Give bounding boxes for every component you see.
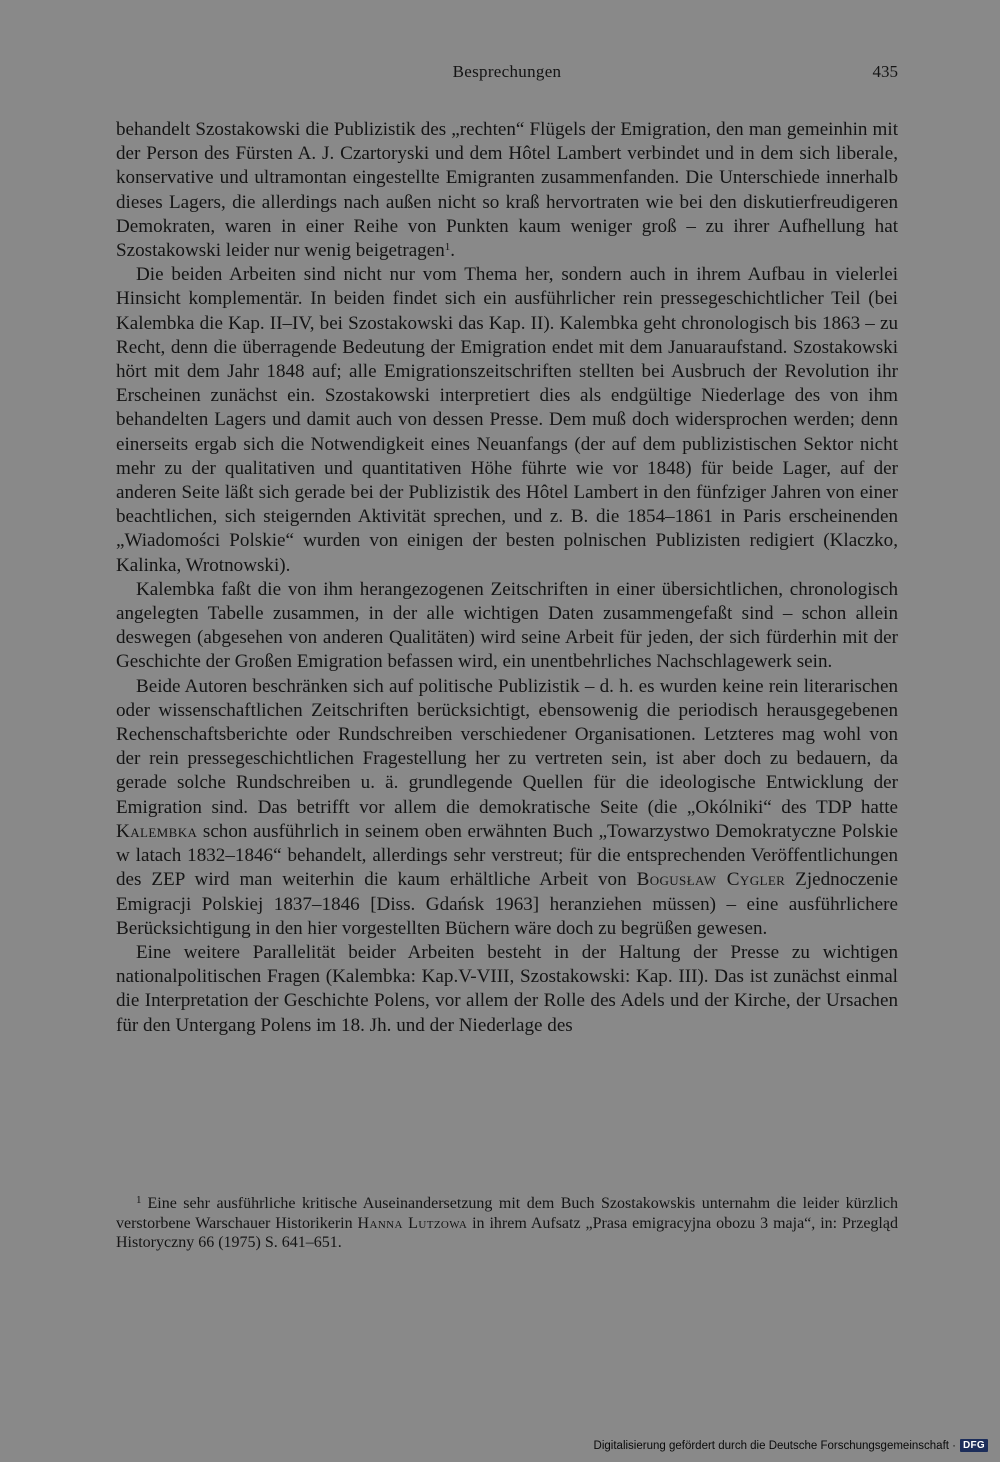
- paragraph-1-text: behandelt Szostakowski die Publizistik des „rechten“ Flügels der Emigration, den man gemeinhin mit der Person des Fürsten A. J. Czartoryski und dem Hôtel Lambert verbindet und in dem sich liberale, konservative und ultramontan eingestellte Emigranten zusammenfanden. Die Unterschiede innerhalb dieses Lagers, die allerdings nach außen nicht so kraß hervortraten wie bei den diskutierfreudigeren Demokraten, waren in einer Reihe von Punkten kaum weniger groß – zu ihrer Aufhellung hat Szostakowski leider nur wenig beigetragen: [116, 119, 898, 262]
- footnote-reference: 1: [444, 241, 451, 254]
- page-number: 435: [872, 62, 898, 81]
- author-name-lutzowa: Hanna Lutzowa: [357, 1214, 468, 1232]
- digitization-credit: [594, 1439, 988, 1452]
- footnote-1: [116, 1194, 898, 1253]
- running-title: Besprechungen: [452, 62, 562, 81]
- credit-text: Digitalisierung gefördert durch die Deutsche Forschungsgemeinschaft ·: [593, 1439, 956, 1452]
- footnote-number: 1: [136, 1194, 142, 1206]
- author-name-kalembka: Kalembka: [116, 820, 198, 842]
- paragraph-2: Die beiden Arbeiten sind nicht nur vom Thema her, sondern auch in ihrem Aufbau in vielerlei Hinsicht komplementär. In beiden findet sich ein ausführlicher rein pressegeschichtlicher Teil (bei Kalembka die Kap. II–IV, bei Szostakowski das Kap. II). Kalembka geht chronologisch bis 1863 – zu Recht, denn die überragende Bedeutung der Emigration endet mit dem Januaraufstand. Szostakowski hört mit dem Jahr 1848 auf; alle Emigrationszeitschriften stellten bei Ausbruch der Revolution ihr Erscheinen zunächst ein. Szostakowski interpretiert dies als endgültige Niederlage des von ihm behandelten Lagers und damit auch von dessen Presse. Dem muß doch widersprochen werden; denn einerseits ergab sich die Notwendigkeit eines Neuanfangs (der auf dem publizistischen Sektor nicht mehr zu der qualitativen und quantitativen Höhe führte wie vor 1848) für beide Lager, auf der anderen Seite läßt sich gerade bei der Publizistik des Hôtel Lambert in den fünfziger Jahren von einer beachtlichen, sich steigernden Aktivität sprechen, und z. B. die 1854–1861 in Paris erscheinenden „Wiadomości Polskie“ wurden von einigen der besten polnischen Publizisten redigiert (Klaczko, Kalinka, Wrotnowski).: [116, 264, 898, 576]
- author-name-cygler: Bogusław Cygler: [636, 869, 786, 891]
- paragraph-1-tail: .: [450, 240, 456, 262]
- footnote-text-a: Eine sehr ausführliche kritische Auseinandersetzung mit dem Buch Szostakowskis unternahm die leider kürzlich verstorbene Warschauer Historikerin: [116, 1195, 898, 1232]
- body-text: [116, 118, 898, 1038]
- page-header: [116, 62, 898, 90]
- footnotes: [116, 1194, 898, 1253]
- paragraph-5: Eine weitere Parallelität beider Arbeiten besteht in der Haltung der Presse zu wichtigen nationalpolitischen Fragen (Kalembka: Kap.V-VIII, Szostakowski: Kap. III). Das ist zunächst einmal die Interpretation der Geschichte Polens, vor allem der Rolle des Adels und der Kirche, der Ursachen für den Untergang Polens im 18. Jh. und der Niederlage des: [116, 941, 898, 1036]
- paragraph-1: [116, 118, 898, 263]
- paragraph-4-text-b: schon ausführlich in seinem oben erwähnten Buch „Towarzystwo Demokratyczne Polskie w latach 1832–1846“ behandelt, allerdings sehr verstreut; für die entsprechenden Veröffentlichungen des ZEP wird man weiterhin die kaum erhältliche Arbeit von: [116, 820, 898, 891]
- paragraph-4-text-a: Beide Autoren beschränken sich auf politische Publizistik – d. h. es wurden keine rein literarischen oder wissenschaftlichen Zeitschriften berücksichtigt, ebensowenig die periodisch herausgegebenen Rechenschaftsberichte oder Rundschreiben verschiedener Organisationen. Letzteres mag wohl von der rein pressegeschichtlichen Fragestellung her zu vertreten sein, ist aber doch zu bedauern, da gerade solche Rundschreiben u. ä. grundlegende Quellen für die ideologische Entwicklung der Emigration sind. Das betrifft vor allem die demokratische Seite (die „Okólniki“ des TDP hatte: [116, 675, 898, 818]
- paragraph-4: [116, 675, 898, 941]
- paragraph-3: Kalembka faßt die von ihm herangezogenen Zeitschriften in einer übersichtlichen, chronologisch angelegten Tabelle zusammen, in der alle wichtigen Daten zusammengefaßt sind – schon allein deswegen (abgesehen von anderen Qualitäten) wird seine Arbeit für jeden, der sich fürderhin mit der Geschichte der Großen Emigration befassen wird, ein unentbehrliches Nachschlagewerk sein.: [116, 578, 898, 673]
- dfg-logo-icon: DFG: [960, 1439, 988, 1452]
- footnote-text-b: in ihrem Aufsatz „Prasa emigracyjna obozu 3 maja“, in: Przegląd Historyczny 66 (1975) S. 641–651.: [116, 1214, 898, 1251]
- paragraph-4-text-c: Zjednoczenie Emigracji Polskiej 1837–1846 [Diss. Gdańsk 1963] heranziehen müssen) – eine ausführlichere Berücksichtigung in den hier vorgestellten Büchern wäre doch zu begrüßen gewesen.: [116, 869, 899, 939]
